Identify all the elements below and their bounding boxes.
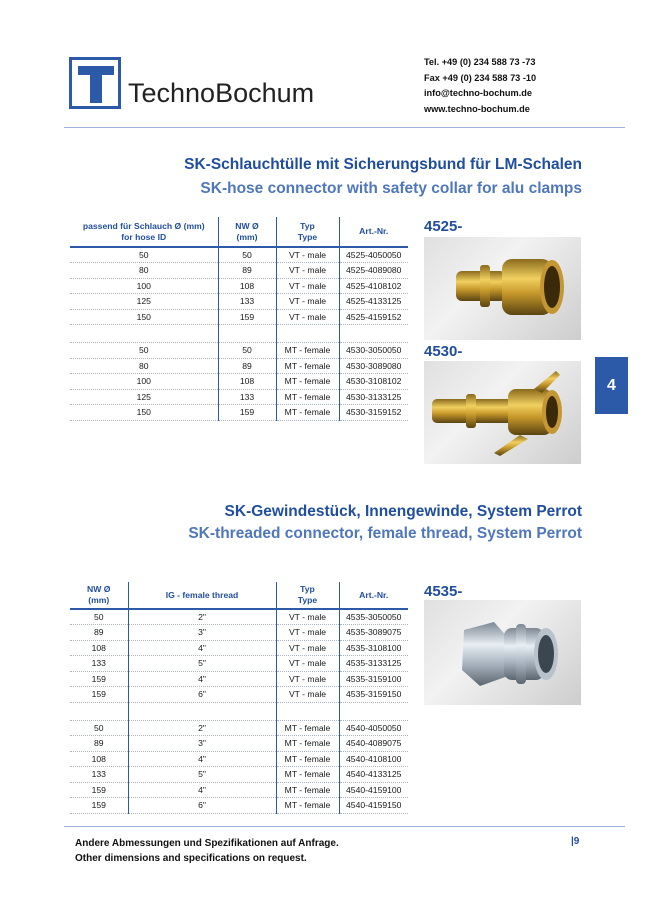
- cell: 5": [128, 767, 276, 783]
- cell: 133: [91, 658, 106, 669]
- table-row: [70, 343, 408, 359]
- table-row: [70, 389, 408, 405]
- cell: 108: [91, 753, 106, 764]
- table-row: [70, 656, 408, 672]
- cell: 4535-3159100: [339, 671, 408, 687]
- hose-connector-female-image: [424, 361, 581, 464]
- cell: 159: [218, 405, 276, 421]
- cell: 89: [93, 627, 104, 638]
- contact-tel: Tel. +49 (0) 234 588 73 -73: [424, 57, 536, 67]
- table-row: [70, 625, 408, 641]
- table-row: [70, 687, 408, 703]
- table-row: [70, 751, 408, 767]
- cell: 4525-4108102: [339, 278, 408, 294]
- cell: 4530-3089080: [339, 358, 408, 374]
- cell: 133: [218, 294, 276, 310]
- col-type-header: [276, 217, 339, 247]
- cell: 3": [128, 736, 276, 752]
- col-nw-label: NW Ø: [87, 584, 111, 594]
- cell: 50: [93, 722, 104, 733]
- footer-note-de: Andere Abmessungen und Spezifikationen auf Anfrage.: [75, 838, 339, 849]
- cell: VT - male: [276, 656, 339, 672]
- cell: 89: [218, 358, 276, 374]
- cell: 4535-3050050: [339, 609, 408, 625]
- cell: 4530-3050050: [339, 343, 408, 359]
- cell: MT - female: [276, 720, 339, 736]
- cell: MT - female: [276, 389, 339, 405]
- cell: 4540-4159150: [339, 798, 408, 814]
- cell: 4525-4133125: [339, 294, 408, 310]
- cell: 4540-4050050: [339, 720, 408, 736]
- cell: 4535-3108100: [339, 640, 408, 656]
- col-nw-header: [218, 217, 276, 247]
- cell: 133: [91, 769, 106, 780]
- table-row: [70, 720, 408, 736]
- footer-divider: [64, 826, 625, 827]
- threaded-connector-image: [424, 600, 581, 705]
- cell: 80: [138, 360, 149, 371]
- cell: VT - male: [276, 294, 339, 310]
- table-row: [70, 798, 408, 814]
- cell: MT - female: [276, 405, 339, 421]
- cell: 4": [128, 751, 276, 767]
- col-hose-label-de: passend für Schlauch Ø (mm): [82, 220, 205, 231]
- cell: MT - female: [276, 358, 339, 374]
- cell: 4": [128, 671, 276, 687]
- cell: 4": [128, 782, 276, 798]
- table-row: [70, 358, 408, 374]
- table-row: [70, 309, 408, 325]
- cell: 50: [218, 247, 276, 263]
- cell: 150: [136, 311, 151, 322]
- product-code-4535: 4535-: [424, 583, 463, 600]
- cell: 3": [128, 625, 276, 641]
- contact-fax: Fax +49 (0) 234 588 73 -10: [424, 72, 537, 83]
- section1-title-en: SK-hose connector with safety collar for alu clamps: [200, 180, 582, 197]
- table-spacer-row: [70, 702, 408, 720]
- cell: 4540-4133125: [339, 767, 408, 783]
- cell: VT - male: [276, 640, 339, 656]
- col-artnr-header: Art.-Nr.: [339, 582, 408, 609]
- cell: 100: [136, 280, 151, 291]
- cell: 159: [91, 784, 106, 795]
- cell: 4535-3133125: [339, 656, 408, 672]
- cell: 6": [128, 687, 276, 703]
- cell: 50: [138, 345, 149, 356]
- cell: 4535-3159150: [339, 687, 408, 703]
- header-divider: [64, 127, 625, 128]
- cell: 159: [91, 673, 106, 684]
- cell: VT - male: [276, 247, 339, 263]
- table-row: [70, 671, 408, 687]
- company-logo: [69, 57, 121, 109]
- col-nw-unit: (mm): [88, 595, 110, 605]
- cell: 150: [136, 407, 151, 418]
- cell: MT - female: [276, 767, 339, 783]
- hose-connector-male-image: [424, 237, 581, 340]
- table-row: [70, 374, 408, 390]
- table-row: [70, 278, 408, 294]
- table-row: [70, 782, 408, 798]
- table-row: [70, 405, 408, 421]
- col-artnr-header: Art.-Nr.: [339, 217, 408, 247]
- cell: [276, 702, 339, 720]
- logo-t-stem: [90, 75, 102, 103]
- cell: 89: [218, 263, 276, 279]
- cell: [339, 325, 408, 343]
- page-number: |9: [571, 836, 580, 847]
- cell: 50: [138, 250, 149, 260]
- product-code-4525: 4525-: [424, 218, 463, 235]
- cell: 4535-3089075: [339, 625, 408, 641]
- cell: 2": [128, 609, 276, 625]
- section2-table: [70, 582, 408, 814]
- footer-note: [75, 836, 339, 866]
- section1-table: [70, 217, 408, 421]
- footer-note-en: Other dimensions and specifications on request.: [75, 853, 307, 864]
- section2-title-de: SK-Gewindestück, Innengewinde, System Perrot: [224, 503, 582, 520]
- cell: [276, 325, 339, 343]
- cell: VT - male: [276, 309, 339, 325]
- cell: 4": [128, 640, 276, 656]
- cell: 50: [93, 612, 104, 622]
- cell: MT - female: [276, 751, 339, 767]
- cell: 125: [136, 296, 151, 307]
- col-nw-label: NW Ø: [235, 220, 259, 231]
- col-type-header: [276, 582, 339, 609]
- cell: [218, 325, 276, 343]
- cell: 159: [91, 800, 106, 811]
- cell: 4530-3133125: [339, 389, 408, 405]
- cell: 4540-4108100: [339, 751, 408, 767]
- cell: 100: [136, 376, 151, 387]
- table-row: [70, 767, 408, 783]
- cell: 108: [218, 278, 276, 294]
- chapter-tab[interactable]: 4: [595, 357, 628, 414]
- table-header-row: [70, 217, 408, 247]
- table-row: [70, 263, 408, 279]
- cell: 133: [218, 389, 276, 405]
- cell: [128, 702, 276, 720]
- cell: 125: [136, 391, 151, 402]
- table-spacer-row: [70, 325, 408, 343]
- col-hose-header: [70, 217, 218, 247]
- cell: 2": [128, 720, 276, 736]
- cell: [70, 325, 218, 343]
- table-row: [70, 247, 408, 263]
- cell: 5": [128, 656, 276, 672]
- section1-title-de: SK-Schlauchtülle mit Sicherungsbund für LM-Schalen: [184, 156, 582, 173]
- cell: 4530-3159152: [339, 405, 408, 421]
- product-photo-4525: [424, 237, 581, 340]
- cell: MT - female: [276, 343, 339, 359]
- col-nw-unit: (mm): [236, 231, 258, 242]
- cell: 4540-4089075: [339, 736, 408, 752]
- cell: MT - female: [276, 736, 339, 752]
- cell: 4530-3108102: [339, 374, 408, 390]
- table-row: [70, 736, 408, 752]
- cell: VT - male: [276, 609, 339, 625]
- cell: 50: [218, 343, 276, 359]
- logo-t-bar: [78, 66, 114, 75]
- cell: 4525-4089080: [339, 263, 408, 279]
- cell: VT - male: [276, 625, 339, 641]
- cell: MT - female: [276, 374, 339, 390]
- cell: [339, 702, 408, 720]
- contact-block: [424, 55, 536, 117]
- cell: [70, 702, 128, 720]
- cell: 89: [93, 738, 104, 749]
- product-photo-4535: [424, 600, 581, 705]
- cell: 80: [138, 265, 149, 276]
- cell: MT - female: [276, 798, 339, 814]
- col-thread-header: IG - female thread: [128, 582, 276, 609]
- table-header-row: [70, 582, 408, 609]
- cell: 4525-4159152: [339, 309, 408, 325]
- col-type-label-en: Type: [297, 595, 318, 605]
- table-row: [70, 609, 408, 625]
- contact-email[interactable]: info@techno-bochum.de: [424, 88, 532, 98]
- table-row: [70, 294, 408, 310]
- cell: VT - male: [276, 278, 339, 294]
- cell: VT - male: [276, 671, 339, 687]
- cell: MT - female: [276, 782, 339, 798]
- cell: VT - male: [276, 263, 339, 279]
- product-code-4530: 4530-: [424, 343, 463, 360]
- table-row: [70, 640, 408, 656]
- col-type-label-de: Typ: [300, 584, 315, 594]
- col-type-label-en: Type: [297, 231, 318, 242]
- brand-name: TechnoBochum: [128, 78, 315, 108]
- cell: VT - male: [276, 687, 339, 703]
- product-photo-4530: [424, 361, 581, 464]
- cell: 159: [218, 309, 276, 325]
- cell: 6": [128, 798, 276, 814]
- section2-title-en: SK-threaded connector, female thread, System Perrot: [188, 525, 582, 542]
- col-nw-header: [70, 582, 128, 609]
- contact-web[interactable]: www.techno-bochum.de: [424, 103, 530, 114]
- cell: 108: [218, 374, 276, 390]
- col-hose-label-en: for hose ID: [121, 231, 167, 242]
- cell: 4540-4159100: [339, 782, 408, 798]
- cell: 4525-4050050: [339, 247, 408, 263]
- cell: 108: [91, 642, 106, 653]
- cell: 159: [91, 689, 106, 700]
- col-type-label-de: Typ: [300, 220, 315, 231]
